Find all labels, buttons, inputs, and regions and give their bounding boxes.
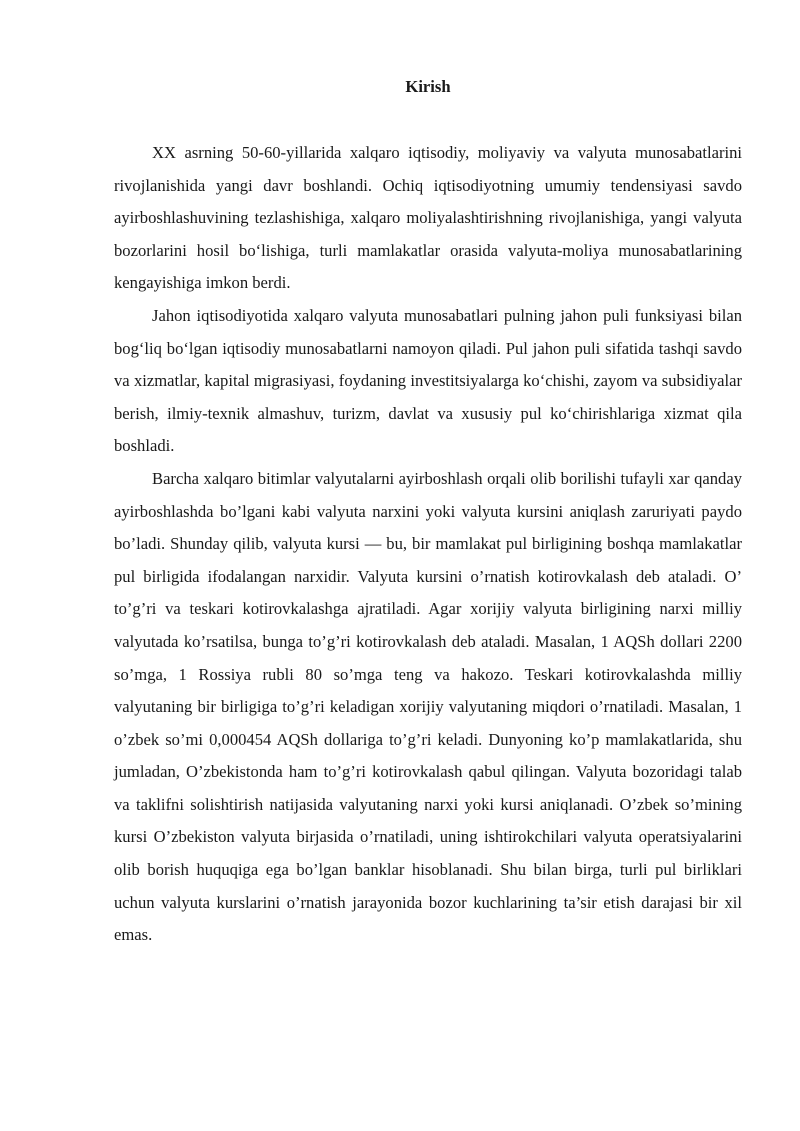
document-title: Kirish xyxy=(405,77,451,96)
document-body xyxy=(114,137,742,952)
paragraph-1: XX asrning 50-60-yillarida xalqaro iqtisodiy, moliyaviy va valyuta munosabatlarini rivojlanishida yangi davr boshlandi. Ochiq iqtisodiyotning umumiy tendensiyasi savdo ayirboshlashuvining tezlashishiga, xalqaro moliyalashtirishning rivojlanishiga, yangi valyuta bozorlarini hosil bo‘lishiga, turli mamlakatlar orasida valyuta-moliya munosabatlarining kengayishiga imkon berdi. xyxy=(114,143,742,293)
document-page xyxy=(114,70,742,952)
paragraph-2: Jahon iqtisodiyotida xalqaro valyuta munosabatlari pulning jahon puli funksiyasi bilan bog‘liq bo‘lgan iqtisodiy munosabatlarni namoyon qiladi. Pul jahon puli sifatida tashqi savdo va xizmatlar, kapital migrasiyasi, foydaning investitsiyalarga ko‘chishi, zayom va subsidiyalar berish, ilmiy-texnik almashuv, turizm, davlat va xususiy pul ko‘chirishlariga xizmat qila boshladi. xyxy=(114,305,742,456)
paragraph-3: Barcha xalqaro bitimlar valyutalarni ayirboshlash orqali olib borilishi tufayli xar qanday ayirboshlashda bo’lgani kabi valyuta narxini yoki valyuta kursini aniqlash zaruriyati paydo bo’ladi. Shunday qilib, valyuta kursi — bu, bir mamlakat pul birligining boshqa mamlakatlar pul birligida ifodalangan narxidir. Valyuta kursini o’rnatish kotirovkalash deb ataladi. O’ to’g’ri va teskari kotirovkalashga ajratiladi. Agar xorijiy valyuta birligining narxi milliy valyutada ko’rsatilsa, bunga to’g’ri kotirovkalash deb ataladi. Masalan, 1 AQSh dollari 2200 so’mga, 1 Rossiya rubli 80 so’mga teng va hakozo. Teskari kotirovkalashda milliy valyutaning bir birligiga to’g’ri keladigan xorijiy valyutaning miqdori o’rnatiladi. Masalan, 1 o’zbek so’mi 0,000454 AQSh dollariga to’g’ri keladi. Dunyoning ko’p mamlakatlarida, shu jumladan, O’zbekistonda ham to’g’ri kotirovkalash qabul qilingan. Valyuta bozoridagi talab va taklifni solishtirish natijasida valyutaning narxi yoki kursi aniqlanadi. O’zbek so’mining kursi O’zbekiston valyuta birjasida o’rnatiladi, uning ishtirokchilari valyuta operatsiyalarini olib borish huquqiga ega bo’lgan banklar hisoblanadi. Shu bilan birga, turli pul birliklari uchun valyuta kurslarini o’rnatish jarayonida bozor kuchlarining ta’sir etish darajasi bir xil emas. xyxy=(114,468,742,945)
